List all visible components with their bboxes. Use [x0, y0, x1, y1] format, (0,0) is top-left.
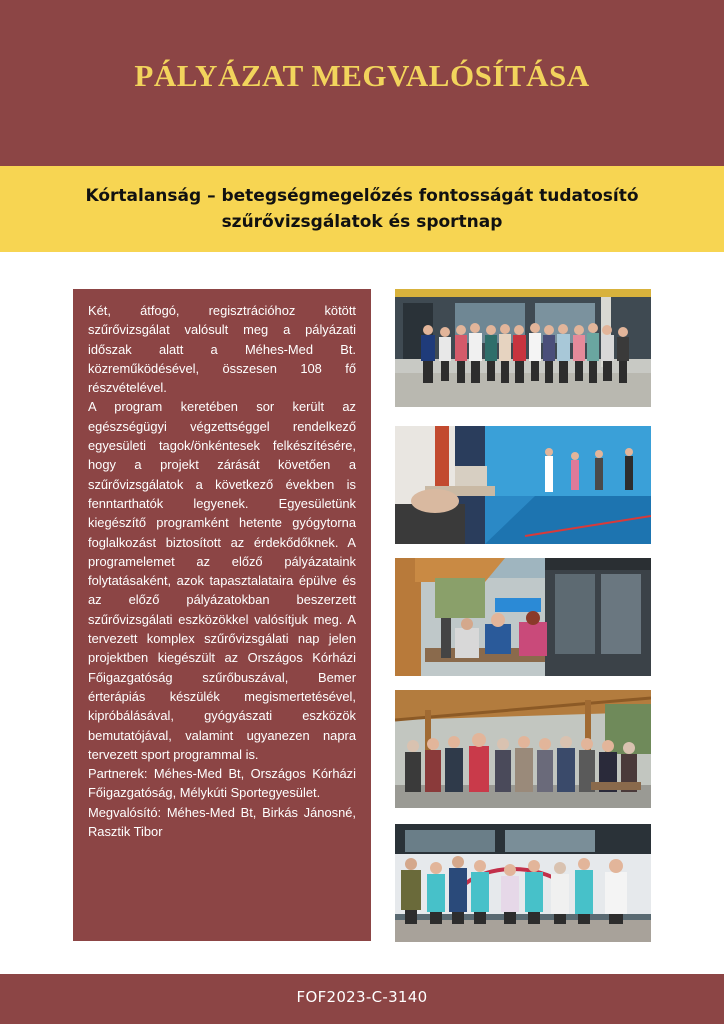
description-panel: [73, 289, 371, 941]
paragraph-screenings: Két, átfogó, regisztrációhoz kötött szűrővizsgálat valósult meg a pályázati időszak alatt a Méhes-Med Bt. közreműködésével, összesen 108 fő részvételével.: [88, 303, 356, 396]
paragraph-implementers: Megvalósító: Méhes-Med Bt, Birkás Jánosné, Rasztik Tibor: [88, 804, 356, 840]
group-in-front-of-bus-photo: [395, 824, 651, 942]
group-photo-outdoor-building-image: [395, 289, 651, 407]
subtitle-line-2: szűrővizsgálatok és sportnap: [221, 212, 503, 232]
gymnastics-hall-photo-image: [395, 426, 651, 544]
project-code: FOF2023-C-3140: [296, 988, 428, 1006]
gymnastics-hall-photo: [395, 426, 651, 544]
project-subtitle: [60, 183, 664, 235]
screening-bus-tent-photo-image: [395, 558, 651, 676]
paragraph-program: A program keretében sor került az egészségügyi végzettséggel rendelkező egyesületi tagok/önkéntesek felkészítésére, hogy a projekt zárását követően a szűrővizsgálatok a következő években is fenntarthatók legyenek. Egyesületünk kiegészítő programként hetente gyógytorna foglalkozást biztosított az érdekődőknek. A programelemet az előző pályázataink folytatásaként, azok tapasztalataira épülve és az előző pályázatokban beszerzett szűrővizsgálati eszközökkel valósítjuk meg. A tervezett komplex szűrővizsgálati nap jelen projektben kiegészült az Országos Kórházi Főigazgatóság szűrőbuszával, Bemer érterápiás készülék megismertetésével, kipróbálásával, gyógyászati eszközök bemutatójával, valamint ugyanezen napra tervezett sport programmal is.: [88, 399, 356, 762]
group-in-front-of-bus-photo-image: [395, 824, 651, 942]
group-under-wooden-pavilion-photo: [395, 690, 651, 808]
page-title: PÁLYÁZAT MEGVALÓSÍTÁSA: [134, 58, 590, 93]
group-photo-outdoor-building: [395, 289, 651, 407]
paragraph-partners: Partnerek: Méhes-Med Bt, Országos Kórházi Főigazgatóság, Mélykúti Sportegyesület.: [88, 766, 356, 801]
screening-bus-tent-photo: [395, 558, 651, 676]
subtitle-line-1: Kórtalanság – betegségmegelőzés fontosságát tudatosító: [85, 186, 639, 206]
group-under-wooden-pavilion-photo-image: [395, 690, 651, 808]
